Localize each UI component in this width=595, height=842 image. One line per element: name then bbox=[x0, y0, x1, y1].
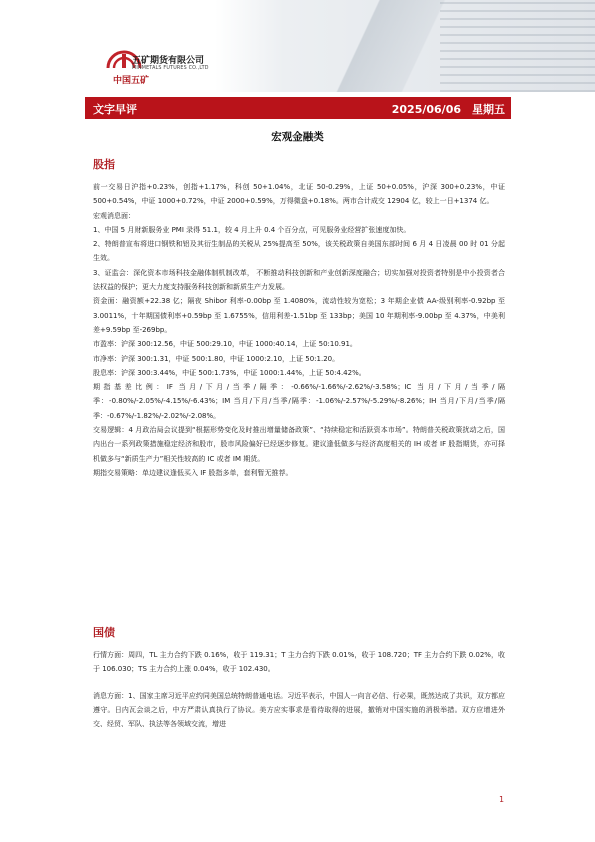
section-body-stock-index bbox=[93, 180, 505, 480]
report-type: 文字早评 bbox=[93, 103, 137, 116]
brand-name: 中国五矿 bbox=[113, 76, 150, 86]
paragraph: 宏观消息面： bbox=[93, 211, 135, 220]
paragraph: 前一交易日沪指+0.23%，创指+1.17%，科创 50+1.04%，北证 50-0.29%，上证 50+0.05%，沪深 300+0.23%，中证 500+0.54%，中证 1000+0.72%，中证 2000+0.59%，万得微盘+0.18%。两市合计成交 12904 亿，较上一日+1374 亿。 bbox=[93, 183, 505, 206]
paragraph: 期指交易策略：单边建议逢低买入 IF 股指多单，套利暂无推荐。 bbox=[93, 468, 293, 477]
paragraph: 市盈率：沪深 300:12.56，中证 500:29.10，中证 1000:40.14，上证 50:10.91。 bbox=[93, 340, 357, 349]
section-body-treasury bbox=[93, 648, 505, 731]
page-header bbox=[0, 0, 595, 92]
paragraph: 股息率：沪深 300:3.44%，中证 500:1.73%，中证 1000:1.44%，上证 50:4.42%。 bbox=[93, 368, 366, 377]
paragraph: 期指基差比例：IF 当月/下月/当季/隔季：-0.66%/-1.66%/-2.62%/-3.58%；IC 当月/下月/当季/隔季：-0.80%/-2.05%/-4.15%/-6.43%；IM 当月/下月/当季/隔季：-1.06%/-2.57%/-5.29%/-8.26%；IH 当月/下月/当季/隔季：-0.67%/-1.82%/-2.02%/-2.08%。 bbox=[93, 383, 505, 420]
paragraph: 行情方面：周四，TL 主力合约下跌 0.16%，收于 119.31；T 主力合约下跌 0.01%，收于 108.720；TF 主力合约下跌 0.02%，收于 106.030；TS 主力合约上涨 0.04%，收于 102.430。 bbox=[93, 651, 505, 674]
paragraph: 交易逻辑：4 月政治局会议提到“根据形势变化及时推出增量储备政策”、“持续稳定和活跃资本市场”。特朗普关税政策扰动之后，国内出台一系列政策措施稳定经济和股市，股市风险偏好已经逐步修复。建议逢低做多与经济高度相关的 IH 或者 IF 股指期货，亦可择机做多与“新质生产力”相关性较高的 IC 或者 IM 期货。 bbox=[93, 426, 505, 463]
paragraph: 2、特朗普宣布将进口钢铁和铝及其衍生制品的关税从 25%提高至 50%，该关税政策自美国东部时间 6 月 4 日凌晨 00 时 01 分起生效。 bbox=[93, 240, 505, 263]
page-number: 1 bbox=[499, 795, 505, 804]
report-date: 2025/06/06 星期五 bbox=[391, 103, 505, 116]
section-title-treasury: 国债 bbox=[93, 626, 115, 639]
company-name-en: MINMETALS FUTURES CO.,LTD bbox=[132, 66, 209, 71]
document-title: 宏观金融类 bbox=[271, 131, 324, 143]
paragraph: 消息方面：1、国家主席习近平应约同美国总统特朗普通电话。习近平表示，中国人一向言必信、行必果，既然达成了共识，双方都应遵守。日内瓦会谈之后，中方严肃认真执行了协议。美方应实事求是看待取得的进展，撤销对中国实施的消极举措。双方应增进外交、经贸、军队、执法等各领域交流，增进 bbox=[93, 691, 505, 729]
paragraph: 资金面：融资额+22.38 亿；隔夜 Shibor 利率-0.00bp 至 1.4080%，流动性较为宽松；3 年期企业债 AA-级别利率-0.92bp 至 3.0011%，十年期国债利率+0.59bp 至 1.6755%，信用利差-1.51bp 至 133bp；美国 10 年期利率-9.00bp 至 4.37%，中美利差+9.59bp 至-269bp。 bbox=[93, 297, 505, 334]
section-title-stock-index: 股指 bbox=[93, 158, 115, 171]
paragraph: 1、中国 5 月财新服务业 PMI 录得 51.1，较 4 月上升 0.4 个百分点，可见服务业经营扩张速度加快。 bbox=[93, 225, 411, 234]
paragraph: 3、证监会：深化资本市场科技金融体制机制改革， 不断推动科技创新和产业创新深度融合；切实加强对投资者特别是中小投资者合法权益的保护；更大力度支持服务科技创新和新质生产力发展。 bbox=[93, 268, 505, 292]
header-building-graphic bbox=[330, 0, 450, 92]
report-banner bbox=[85, 97, 511, 119]
company-name-cn: 五矿期货有限公司 bbox=[132, 56, 205, 66]
paragraph: 市净率：沪深 300:1.31，中证 500:1.80，中证 1000:2.10，上证 50:1.20。 bbox=[93, 354, 340, 363]
header-building-stripes bbox=[440, 0, 595, 92]
